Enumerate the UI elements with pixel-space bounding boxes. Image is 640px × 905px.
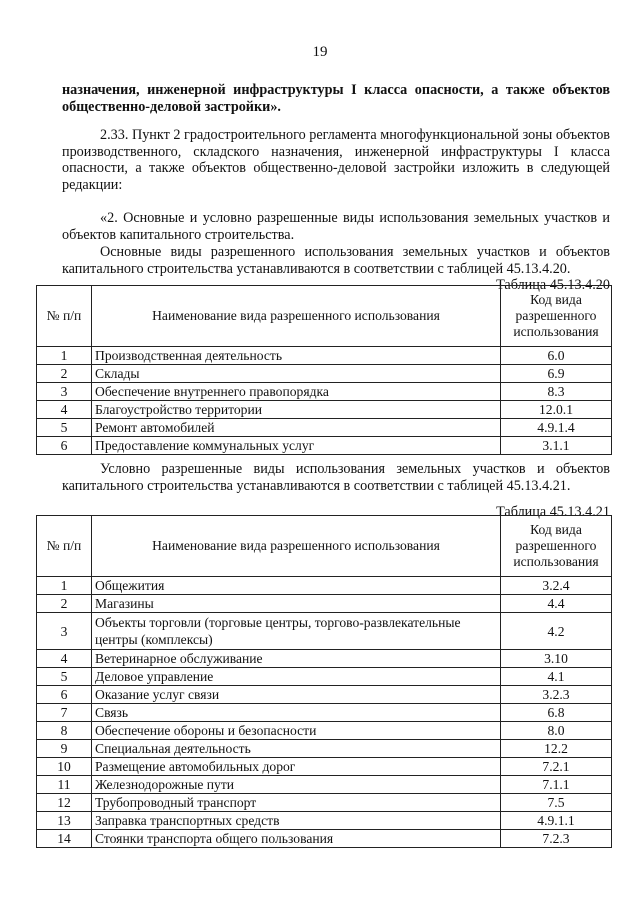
table-row — [37, 668, 612, 686]
row-name: Деловое управление — [92, 668, 501, 686]
row-num: 4 — [37, 650, 92, 668]
row-code: 3.2.4 — [501, 577, 612, 595]
paragraph-main-uses: Основные виды разрешенного использования земельных участков и объектов капитального строительства устанавливаются в соответствии с таблицей 45.13.4.20. — [62, 244, 610, 277]
table-row — [37, 686, 612, 704]
table-row — [37, 347, 612, 365]
row-code: 6.9 — [501, 365, 612, 383]
row-code: 4.1 — [501, 668, 612, 686]
row-name: Размещение автомобильных дорог — [92, 758, 501, 776]
row-code: 4.4 — [501, 595, 612, 613]
table-main-uses — [36, 285, 612, 455]
header-name: Наименование вида разрешенного использования — [92, 516, 501, 577]
row-code: 8.0 — [501, 722, 612, 740]
row-num: 5 — [37, 419, 92, 437]
table-header-row — [37, 516, 612, 577]
row-code: 4.9.1.4 — [501, 419, 612, 437]
row-code: 7.2.1 — [501, 758, 612, 776]
row-code: 6.0 — [501, 347, 612, 365]
table-header-row — [37, 286, 612, 347]
header-name: Наименование вида разрешенного использования — [92, 286, 501, 347]
row-num: 4 — [37, 401, 92, 419]
table-row — [37, 365, 612, 383]
row-code: 4.9.1.1 — [501, 812, 612, 830]
table-row — [37, 401, 612, 419]
table-row — [37, 577, 612, 595]
row-num: 12 — [37, 794, 92, 812]
row-code: 7.5 — [501, 794, 612, 812]
row-code: 12.0.1 — [501, 401, 612, 419]
row-name: Склады — [92, 365, 501, 383]
table-conditional-uses — [36, 515, 612, 848]
header-num: № п/п — [37, 286, 92, 347]
row-name: Обеспечение внутреннего правопорядка — [92, 383, 501, 401]
row-name: Магазины — [92, 595, 501, 613]
row-num: 6 — [37, 437, 92, 455]
row-num: 8 — [37, 722, 92, 740]
header-num: № п/п — [37, 516, 92, 577]
row-num: 2 — [37, 595, 92, 613]
row-name: Общежития — [92, 577, 501, 595]
row-num: 5 — [37, 668, 92, 686]
row-name: Объекты торговли (торговые центры, торгово-развлекательные центры (комплексы) — [92, 613, 501, 650]
row-code: 6.8 — [501, 704, 612, 722]
header-code: Код вида разрешенного использования — [501, 516, 612, 577]
table-row — [37, 776, 612, 794]
row-num: 3 — [37, 613, 92, 650]
table-row — [37, 740, 612, 758]
row-code: 7.1.1 — [501, 776, 612, 794]
row-code: 12.2 — [501, 740, 612, 758]
row-name: Благоустройство территории — [92, 401, 501, 419]
row-name: Железнодорожные пути — [92, 776, 501, 794]
table-row — [37, 419, 612, 437]
row-name: Предоставление коммунальных услуг — [92, 437, 501, 455]
row-code: 4.2 — [501, 613, 612, 650]
row-num: 9 — [37, 740, 92, 758]
continuation-text: назначения, инженерной инфраструктуры I класса опасности, а также объектов общественно-деловой застройки». — [62, 82, 610, 115]
table-caption-conditional: Таблица 45.13.4.21 — [496, 504, 610, 520]
row-name: Специальная деятельность — [92, 740, 501, 758]
paragraph-conditional-uses: Условно разрешенные виды использования земельных участков и объектов капитального строительства устанавливаются в соответствии с таблицей 45.13.4.21. — [62, 461, 610, 494]
row-code: 3.10 — [501, 650, 612, 668]
row-name: Ветеринарное обслуживание — [92, 650, 501, 668]
row-num: 2 — [37, 365, 92, 383]
row-name: Трубопроводный транспорт — [92, 794, 501, 812]
row-name: Заправка транспортных средств — [92, 812, 501, 830]
table-row — [37, 794, 612, 812]
row-code: 3.2.3 — [501, 686, 612, 704]
row-num: 13 — [37, 812, 92, 830]
row-num: 10 — [37, 758, 92, 776]
row-num: 1 — [37, 347, 92, 365]
table-row — [37, 812, 612, 830]
row-num: 6 — [37, 686, 92, 704]
table-row — [37, 437, 612, 455]
row-num: 7 — [37, 704, 92, 722]
table-row — [37, 383, 612, 401]
table-row — [37, 704, 612, 722]
row-num: 14 — [37, 830, 92, 848]
row-code: 8.3 — [501, 383, 612, 401]
page-number: 19 — [312, 44, 328, 60]
row-name: Производственная деятельность — [92, 347, 501, 365]
row-code: 7.2.3 — [501, 830, 612, 848]
table-conditional-uses-body — [37, 577, 612, 848]
row-name: Оказание услуг связи — [92, 686, 501, 704]
header-code: Код вида разрешенного использования — [501, 286, 612, 347]
table-main-uses-body — [37, 347, 612, 455]
table-caption-main: Таблица 45.13.4.20 — [496, 277, 610, 293]
row-name: Связь — [92, 704, 501, 722]
paragraph-item-2: «2. Основные и условно разрешенные виды использования земельных участков и объектов капитального строительства. — [62, 210, 610, 243]
table-row — [37, 595, 612, 613]
row-name: Стоянки транспорта общего пользования — [92, 830, 501, 848]
paragraph-2-33: 2.33. Пункт 2 градостроительного регламента многофункциональной зоны объектов производственного, складского назначения, инженерной инфраструктуры I класса опасности, а также объектов общественно-деловой застройки изложить в следующей редакции: — [62, 127, 610, 193]
table-row — [37, 613, 612, 650]
table-row — [37, 830, 612, 848]
row-name: Ремонт автомобилей — [92, 419, 501, 437]
table-row — [37, 650, 612, 668]
row-num: 11 — [37, 776, 92, 794]
row-name: Обеспечение обороны и безопасности — [92, 722, 501, 740]
table-row — [37, 722, 612, 740]
row-num: 3 — [37, 383, 92, 401]
row-num: 1 — [37, 577, 92, 595]
table-row — [37, 758, 612, 776]
row-code: 3.1.1 — [501, 437, 612, 455]
